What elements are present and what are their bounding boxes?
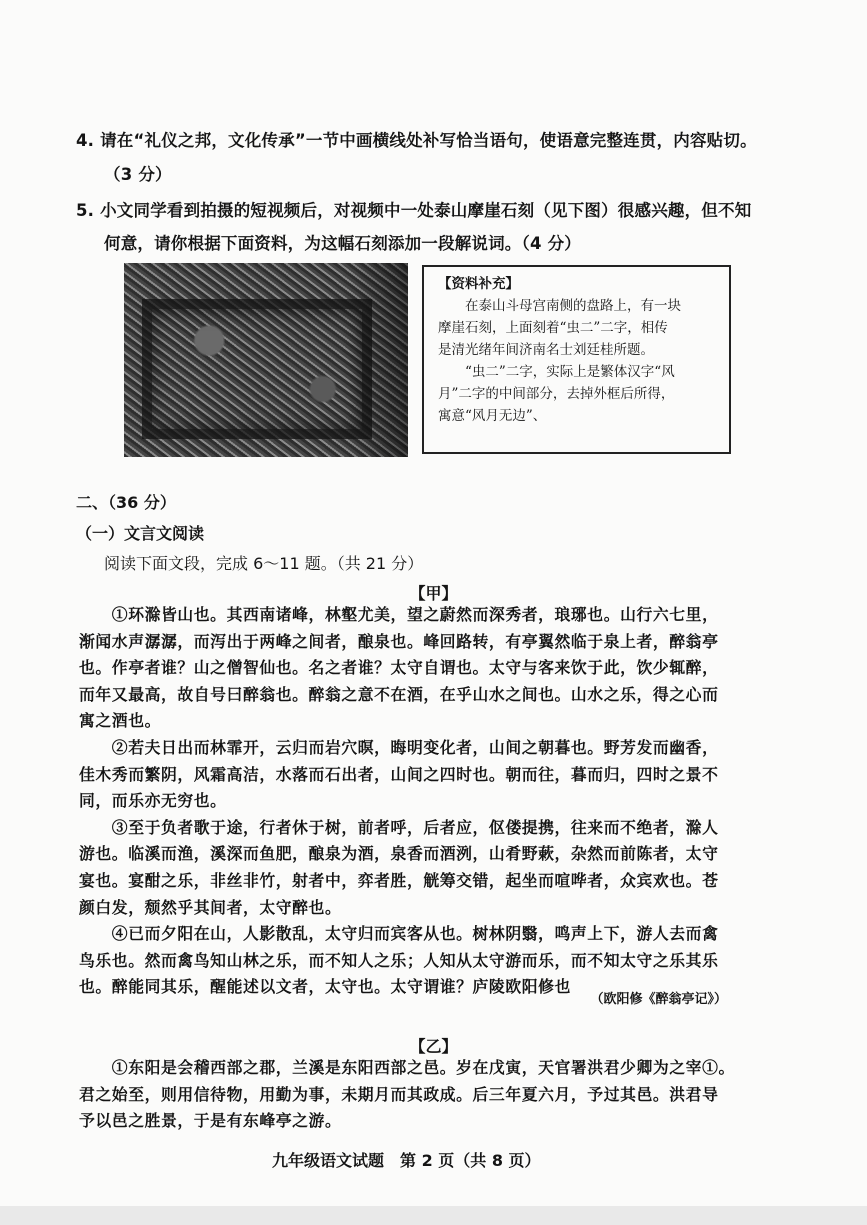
stone-carving-photo: [124, 263, 408, 457]
jia-passage: [79, 602, 718, 1001]
passage-line: ②若夫日出而林霏开，云归而岩穴暝，晦明变化者，山间之朝暮也。野芳发而幽香，: [79, 737, 719, 757]
passage-line: 宴也。宴酣之乐，非丝非竹，射者中，弈者胜，觥筹交错，起坐而喧哗者，众宾欢也。苍: [79, 870, 719, 890]
passage-line: ③至于负者歌于途，行者休于树，前者呼，后者应，伛偻提携，往来而不绝者，滁人: [79, 817, 719, 837]
passage-line: 佳木秀而繁阴，风霜高洁，水落而石出者，山间之四时也。朝而往，暮而归，四时之景不: [79, 764, 719, 784]
question-4-line-1: 4. 请在“礼仪之邦，文化传承”一节中画横线处补写恰当语句，使语意完整连贯，内容贴切。: [76, 131, 757, 150]
passage-line: 同，而乐亦无穷也。: [79, 791, 227, 811]
page-footer: 九年级语文试题 第 2 页（共 8 页）: [272, 1151, 541, 1170]
passage-line: 游也。临溪而渔，溪深而鱼肥，酿泉为酒，泉香而酒洌，山肴野蔌，杂然而前陈者，太守: [79, 844, 719, 864]
section-2-heading: 二、（36 分）: [76, 493, 176, 512]
passage-line: 颜白发，颓然乎其间者，太守醉也。: [79, 897, 342, 917]
section-2-subheading: （一）文言文阅读: [76, 524, 205, 543]
section-2-instruction: 阅读下面文段，完成 6～11 题。（共 21 分）: [104, 554, 424, 573]
info-box-line: 月”二字的中间部分，去掉外框后所得，: [438, 386, 675, 402]
passage-line: 而年又最高，故自号曰醉翁也。醉翁之意不在酒，在乎山水之间也。山水之乐，得之心而: [79, 684, 719, 704]
yi-passage: [79, 1055, 735, 1135]
passage-line: 也。醉能同其乐，醒能述以文者，太守也。太守谓谁？庐陵欧阳修也: [79, 977, 571, 997]
passage-line: ④已而夕阳在山，人影散乱，太守归而宾客从也。树林阴翳，鸣声上下，游人去而禽: [79, 924, 719, 944]
supplementary-info-box: [422, 265, 731, 454]
jia-attribution: （欧阳修《醉翁亭记》）: [590, 992, 727, 1007]
info-box-title: 【资料补充】: [438, 276, 519, 292]
info-box-line: 在泰山斗母宫南侧的盘路上，有一块: [438, 298, 681, 314]
yi-heading: 【乙】: [409, 1037, 458, 1056]
passage-line: 鸟乐也。然而禽鸟知山林之乐，而不知人之乐；人知从太守游而乐，而不知太守之乐其乐: [79, 950, 719, 970]
jia-heading: 【甲】: [409, 584, 458, 603]
question-5-line-2: 何意，请你根据下面资料，为这幅石刻添加一段解说词。（4 分）: [104, 234, 581, 253]
passage-line: ①环滁皆山也。其西南诸峰，林壑尤美，望之蔚然而深秀者，琅琊也。山行六七里，: [79, 605, 719, 624]
passage-line: 予以邑之胜景，于是有东峰亭之游。: [79, 1111, 342, 1131]
passage-line: 渐闻水声潺潺，而泻出于两峰之间者，酿泉也。峰回路转，有亭翼然临于泉上者，醉翁亭: [79, 631, 719, 651]
info-box-line: “虫二”二字，实际上是繁体汉字“风: [438, 364, 675, 380]
info-box-line: 摩崖石刻，上面刻着“虫二”二字，相传: [438, 320, 668, 336]
question-4-line-2: （3 分）: [104, 165, 172, 184]
passage-line: ①东阳是会稽西部之郡，兰溪是东阳西部之邑。岁在戊寅，天官署洪君少卿为之宰①。: [79, 1058, 735, 1077]
question-5-line-1: 5. 小文同学看到拍摄的短视频后，对视频中一处泰山摩崖石刻（见下图）很感兴趣，但不知: [76, 201, 752, 220]
passage-line: 也。作亭者谁？山之僧智仙也。名之者谁？太守自谓也。太守与客来饮于此，饮少辄醉，: [79, 658, 719, 678]
info-box-line: 寓意“风月无边”、: [438, 408, 547, 424]
passage-line: 寓之酒也。: [79, 711, 161, 731]
passage-line: 君之始至，则用信待物，用勤为事，未期月而其政成。后三年夏六月，予过其邑。洪君导: [79, 1084, 719, 1104]
info-box-line: 是清光绪年间济南名士刘廷桂所题。: [438, 342, 654, 358]
carving-frame: [142, 299, 372, 439]
